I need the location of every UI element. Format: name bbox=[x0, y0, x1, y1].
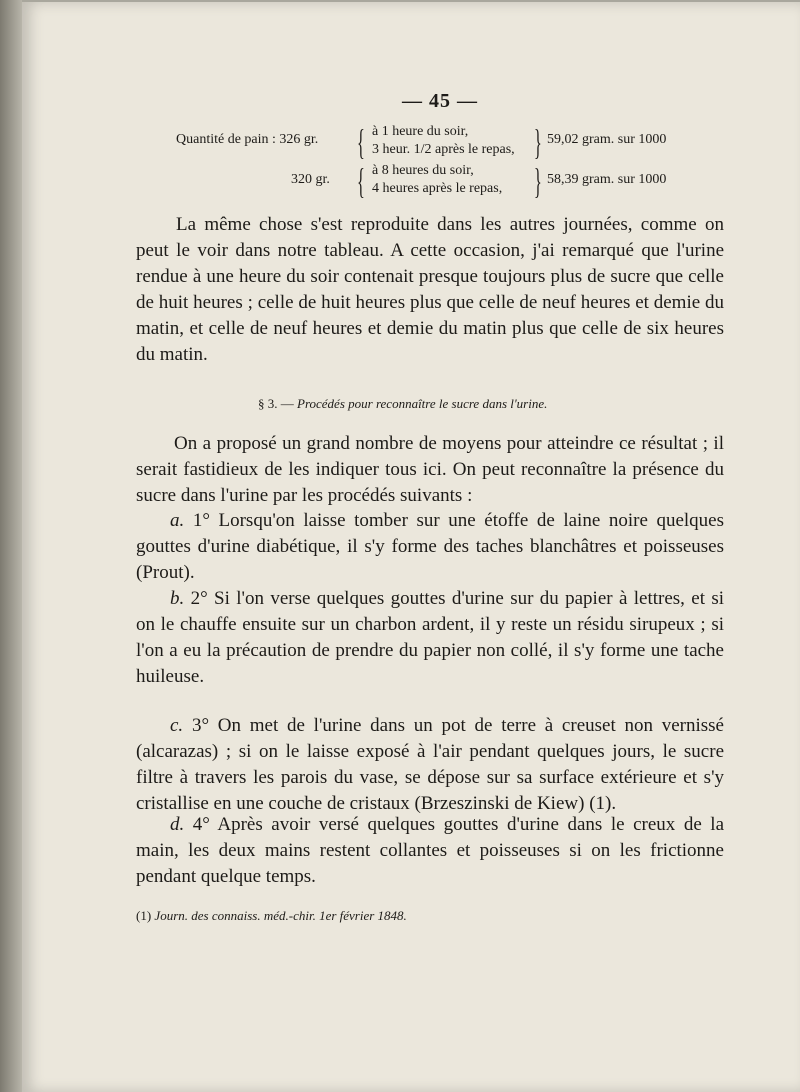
item-text: 3° On met de l'urine dans un pot de terre à creuset non vernissé (alcarazas) ; si on le laisse exposé à l'air pendant quelques jours, le sucre filtre à travers les parois du vase, se dépose sur sa surface extérieure et s'y cristallise en une couche de cristaux (Brzeszinski de Kiew) (1). bbox=[136, 715, 724, 814]
item-letter: a. bbox=[170, 510, 185, 531]
item-letter: b. bbox=[170, 588, 185, 609]
item-text: 4° Après avoir versé quelques gouttes d'urine dans le creux de la main, les deux mains restent collantes et poisseuses si on les frictionne pendant quelque temps. bbox=[136, 814, 724, 887]
item-letter: d. bbox=[170, 814, 185, 835]
table-row-2-time-b: 4 heures après le repas, bbox=[372, 181, 503, 196]
table-row-1-time-a: à 1 heure du soir, bbox=[372, 124, 469, 139]
paragraph-1: La même chose s'est reproduite dans les autres journées, comme on peut le voir dans notre tableau. A cette occasion, j'ai remarqué que l'urine rendue à une heure du soir contenait presque toujours plus de sucre que celle de huit heures ; celle de huit heures plus que celle de neuf heures et demie du matin, et celle de neuf heures et demie du matin plus que celle de six heures du matin. bbox=[136, 214, 724, 365]
right-brace-icon: } bbox=[534, 122, 542, 162]
page-number: — 45 — bbox=[402, 90, 478, 112]
list-item-d bbox=[136, 812, 724, 890]
table-row-1-time-b: 3 heur. 1/2 après le repas, bbox=[372, 142, 515, 157]
footnote-text: Journ. des connaiss. méd.-chir. 1er février 1848. bbox=[154, 908, 407, 923]
table-row-1-result: 59,02 gram. sur 1000 bbox=[547, 132, 667, 147]
left-brace-icon: { bbox=[357, 161, 365, 201]
table-row-1-label: Quantité de pain : 326 gr. bbox=[176, 132, 319, 147]
book-spine-shadow bbox=[0, 0, 22, 1092]
right-brace-icon: } bbox=[534, 161, 542, 201]
section-title: Procédés pour reconnaître le sucre dans l'urine. bbox=[297, 396, 548, 411]
item-text: 1° Lorsqu'on laisse tomber sur une étoffe de laine noire quelques gouttes d'urine diabétique, il s'y forme des taches blanchâtres et poisseuses (Prout). bbox=[136, 510, 724, 583]
list-item-b bbox=[136, 586, 724, 690]
section-number: § 3. — bbox=[258, 396, 294, 411]
list-item-a bbox=[136, 508, 724, 586]
item-text: 2° Si l'on verse quelques gouttes d'urine sur du papier à lettres, et si on le chauffe ensuite sur un charbon ardent, il y reste un résidu sirupeux ; si l'on a eu la précaution de prendre du papier non collé, il s'y forme une tache huileuse. bbox=[136, 588, 724, 687]
left-brace-icon: { bbox=[357, 122, 365, 162]
table-row-2-time-a: à 8 heures du soir, bbox=[372, 163, 474, 178]
paragraph-2: On a proposé un grand nombre de moyens pour atteindre ce résultat ; il serait fastidieux de les indiquer tous ici. On peut reconnaître la présence du sucre dans l'urine par les procédés suivants : bbox=[136, 433, 724, 506]
table-row-2-label: 320 gr. bbox=[291, 172, 330, 187]
footnote bbox=[136, 908, 407, 924]
section-heading bbox=[258, 396, 547, 412]
list-item-c bbox=[136, 713, 724, 817]
item-letter: c. bbox=[170, 715, 184, 736]
footnote-marker: (1) bbox=[136, 908, 152, 923]
table-row-2-result: 58,39 gram. sur 1000 bbox=[547, 172, 667, 187]
